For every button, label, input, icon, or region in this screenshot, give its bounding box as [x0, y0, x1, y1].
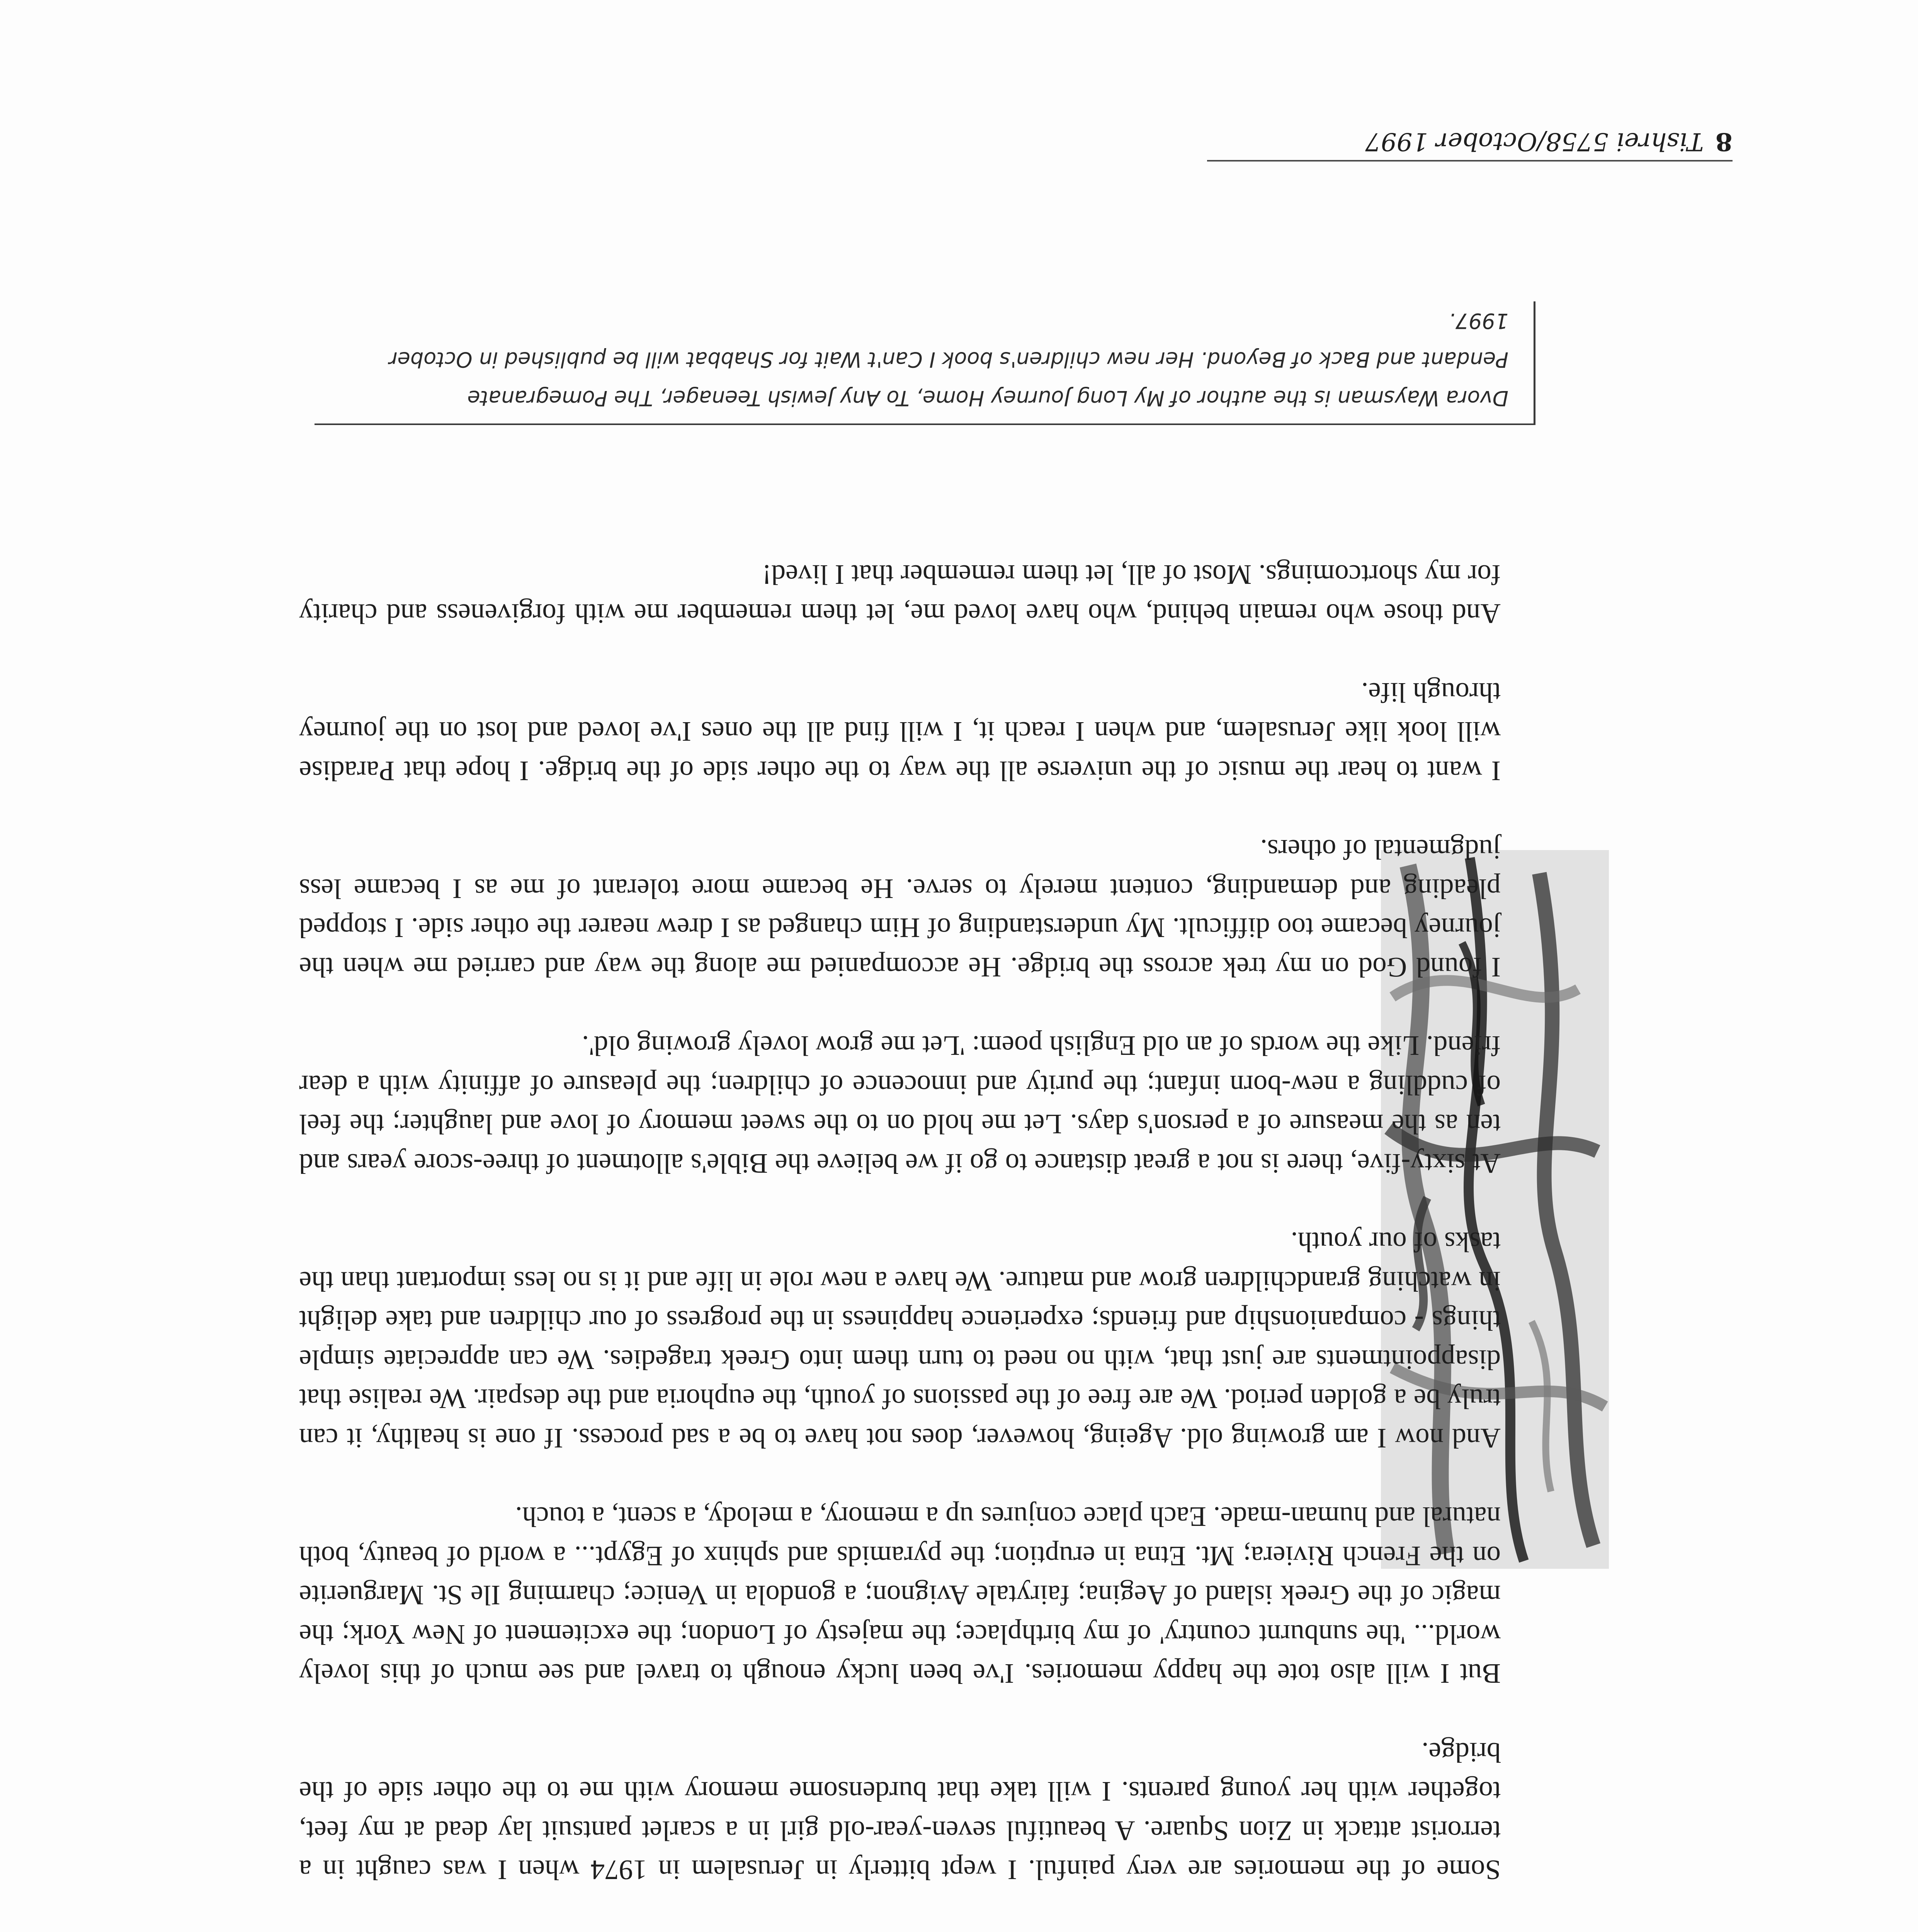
article-paragraph: But I will also tote the happy memories. I've been lucky enough to travel and see much of this lovely world... 'the sunburnt country' of my birthplace; the majesty of London; the excitement of New York; the magic of the Greek island of Aegina; fairytale Avignon; a gondola in Venice; charming Ile St. Marguerite on the French Riviera; Mt. Etna in eruption; the pyramids and sphinx of Egypt... a world of beauty, both natural and human-made. Each place conjures up a memory, a melody, a scent, a touch. [299, 1501, 1501, 1690]
article-paragraph: I found God on my trek across the bridge. He accompanied me along the way and carried me when the journey became too difficult. My understanding of Him changed as I drew nearer the other side. I stopped pleading and demanding, content merely to serve. He became more tolerant of me as I became less judgmental of others. [299, 834, 1501, 983]
bio-divider-horizontal [315, 423, 1535, 425]
article-paragraph [299, 1929, 1501, 1932]
article-paragraph: I want to hear the music of the universe all the way to the other side of the bridge. I hope that Paradise will look like Jerusalem, and when I reach it, I will find all the ones I've loved and lost on the journey through life. [299, 677, 1501, 787]
author-bio: Dvora Waysman is the author of My Long Journey Home, To Any Jewish Teenager, The Pomegranate Pendant and Back of Beyond. Her new children's book I Can't Wait for Shabbat will be published in October 1997. [389, 309, 1508, 410]
folio [1365, 127, 1733, 156]
folio-rule [1207, 160, 1733, 162]
article-body [299, 516, 1501, 1932]
issue-date: Tishrei 5758/October 1997 [1365, 127, 1704, 156]
article-paragraph: At sixty-five, there is not a great distance to go if we believe the Bible's allotment of three-score years and ten as the measure of a person's days. Let me hold on to the sweet memory of love and laughter; the feel of cuddling a new-born infant; the purity and innocence of children; the pleasure of affinity with a dear friend. Like the words of an old English poem: 'Let me grow lovely growing old'. [299, 1030, 1501, 1179]
article-paragraph: And those who remain behind, who have loved me, let them remember me with forgiveness and charity for my shortcomings. Most of all, let them remember that I lived! [299, 559, 1501, 630]
article-paragraph: Some of the memories are very painful. I wept bitterly in Jerusalem in 1974 when I was caught in a terrorist attack in Zion Square. A beautiful seven-year-old girl in a scarlet pantsuit lay dead at my feet, together with her young parents. I will take that burdensome memory with me to the other side of the bridge. [299, 1736, 1501, 1886]
page-number: 8 [1715, 127, 1733, 156]
bio-divider-vertical [1534, 301, 1535, 425]
article-paragraph: And now I am growing old. Ageing, however, does not have to be a sad process. If one is healthy, it can truly be a golden period. We are free of the passions of youth, the euphoria and the despair. We realise that disappointments are just that, with no need to turn them into Greek tragedies. We can appreciate simple things - companionship and friends; experience happiness in the progress of our children and take delight in watching grandchildren grow and mature. We have a new role in life and it is no less important than the tasks of our youth. [299, 1226, 1501, 1454]
